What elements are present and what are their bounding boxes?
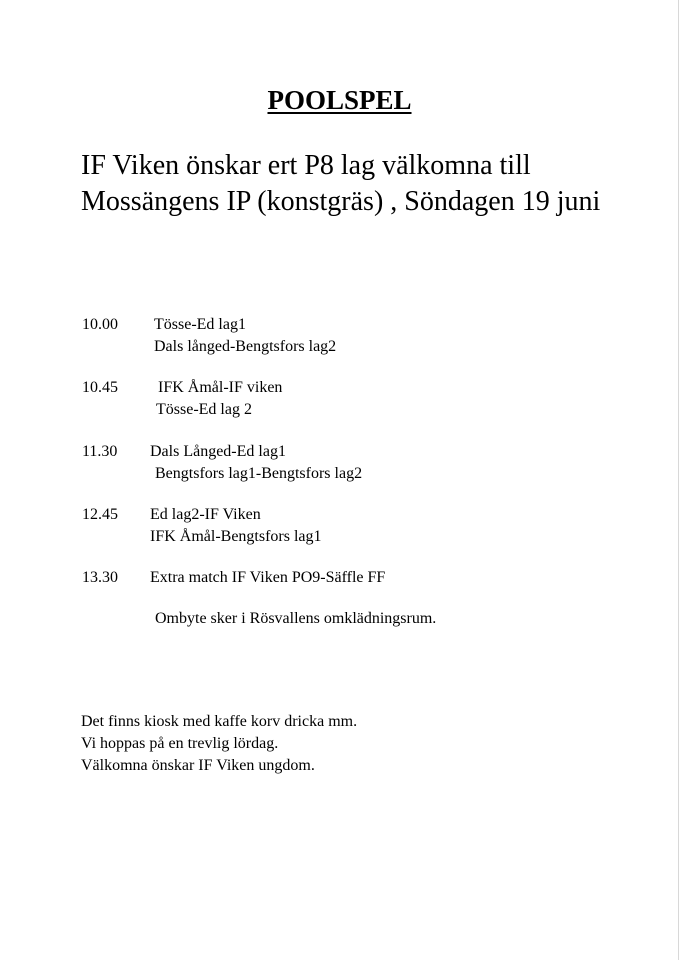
schedule-match: Bengtsfors lag1-Bengtsfors lag2 <box>155 465 363 482</box>
footer-line: Vi hoppas på en trevlig lördag. <box>81 735 279 752</box>
footer-line: Välkomna önskar IF Viken ungdom. <box>81 757 315 774</box>
schedule-time: 10.45 <box>82 379 118 396</box>
intro-text: IF Viken önskar ert P8 lag välkomna till Mossängens IP (konstgräs) , Söndagen 19 juni <box>81 150 601 217</box>
schedule-time: 10.00 <box>82 316 118 333</box>
schedule-match: Dals Långed-Ed lag1 <box>150 443 286 460</box>
schedule-match: Extra match IF Viken PO9-Säffle FF <box>150 569 386 586</box>
changing-room-note: Ombyte sker i Rösvallens omklädningsrum. <box>155 610 437 627</box>
schedule-match: Ed lag2-IF Viken <box>150 506 261 523</box>
schedule-time: 13.30 <box>82 569 118 586</box>
schedule-match: Tösse-Ed lag 2 <box>156 401 252 418</box>
footer-line: Det finns kiosk med kaffe korv dricka mm. <box>81 713 358 730</box>
schedule-time: 12.45 <box>82 506 118 523</box>
page-title <box>0 84 679 116</box>
footer-text <box>81 711 357 777</box>
schedule-match: Tösse-Ed lag1 <box>154 316 246 333</box>
schedule-match: IFK Åmål-IF viken <box>158 379 283 396</box>
schedule-match: Dals långed-Bengtsfors lag2 <box>154 338 337 355</box>
schedule-time: 11.30 <box>82 443 118 460</box>
schedule-match: IFK Åmål-Bengtsfors lag1 <box>150 528 322 545</box>
page-title-text: POOLSPEL <box>267 85 412 115</box>
